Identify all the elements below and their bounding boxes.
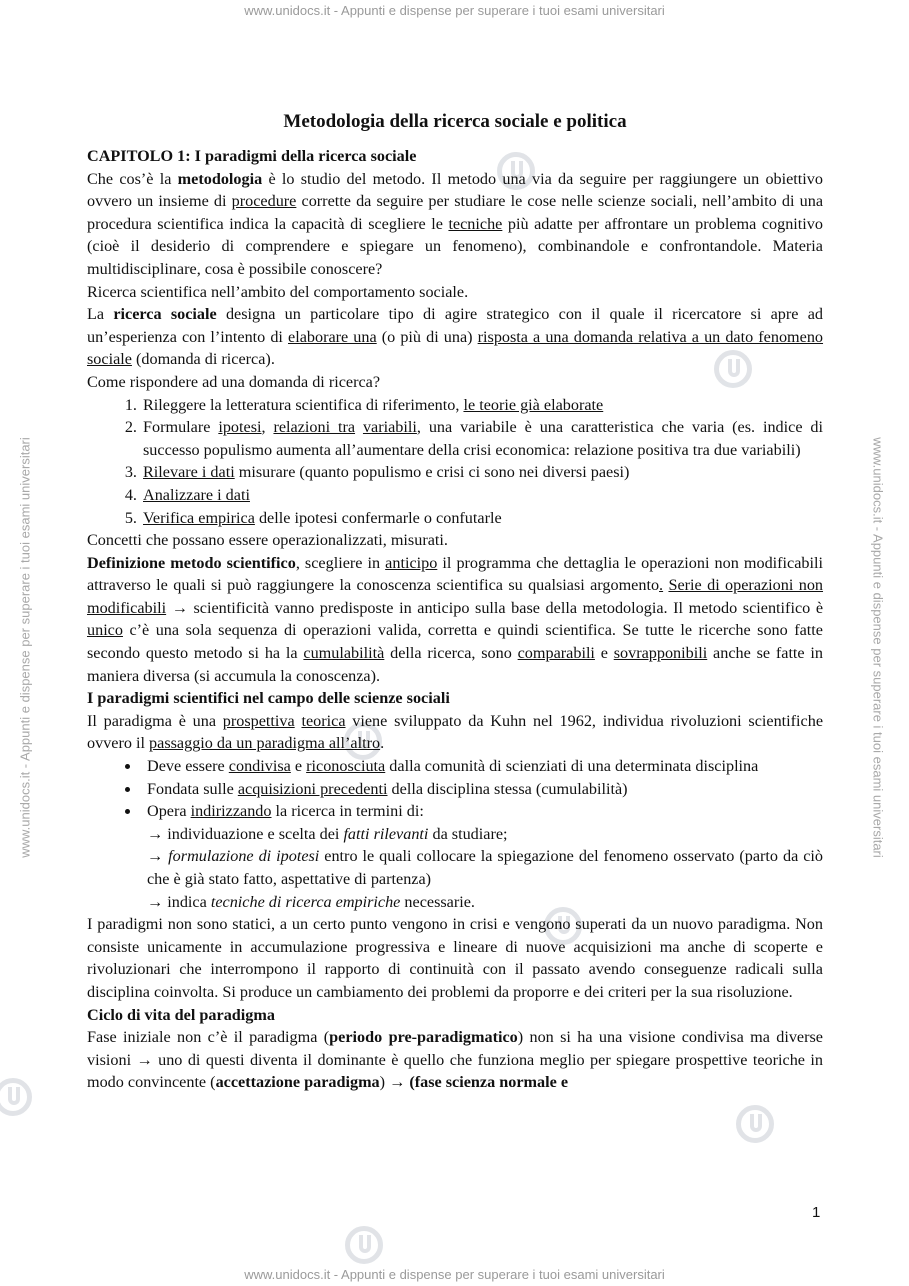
list-item: 2. Formulare ipotesi, relazioni tra variabili, una variabile è una caratteristica che varia (es. indice di successo populismo aumenta all’aumentare della crisi economica: relazione positiva tra due variabili) — [141, 416, 823, 461]
list-item: 1. Rileggere la letteratura scientifica di riferimento, le teorie già elaborate — [141, 394, 823, 417]
sub-item: → indica tecniche di ricerca empiriche necessarie. — [147, 892, 475, 911]
chapter-heading: CAPITOLO 1: I paradigmi della ricerca sociale — [87, 147, 417, 165]
unidocs-logo-icon — [736, 1105, 774, 1143]
paradigm-bullets — [87, 755, 823, 913]
watermark-right: www.unidocs.it - Appunti e dispense per superare i tuoi esami universitari — [870, 437, 886, 858]
paragraph-domanda: Come rispondere ad una domanda di ricerca? — [87, 372, 381, 391]
watermark-left: www.unidocs.it - Appunti e dispense per superare i tuoi esami universitari — [17, 437, 33, 858]
page-number: 1 — [812, 1204, 821, 1221]
paragraph-ricerca-sociale: La ricerca sociale designa un particolare tipo di agire strategico con il quale il ricercatore si apre ad un’esperienza con l’intento di elaborare una (o più di una) risposta a una domanda relativa a un dato fenomeno sociale (domanda di ricerca). — [87, 305, 824, 369]
paragraph-concetti: Concetti che possano essere operazionalizzati, misurati. — [87, 531, 448, 550]
paragraph-paradigma: Il paradigma è una prospettiva teorica viene sviluppato da Kuhn nel 1962, individua rivoluzioni scientifiche ovvero il passaggio da un paradigma all’altro. — [87, 711, 824, 753]
sub-item: → individuazione e scelta dei fatti rilevanti da studiare; — [147, 824, 508, 843]
list-item: • Fondata sulle acquisizioni precedenti della disciplina stessa (cumulabilità) — [141, 778, 823, 801]
section-heading-paradigmi: I paradigmi scientifici nel campo delle scienze sociali — [87, 689, 450, 708]
watermark-bottom: www.unidocs.it - Appunti e dispense per superare i tuoi esami universitari — [244, 1267, 665, 1282]
unidocs-logo-icon — [345, 1226, 383, 1264]
document-title: Metodologia della ricerca sociale e politica — [283, 111, 627, 132]
watermark-top: www.unidocs.it - Appunti e dispense per superare i tuoi esami universitari — [244, 3, 665, 18]
list-item: • Deve essere condivisa e riconosciuta dalla comunità di scienziati di una determinata disciplina — [141, 755, 823, 778]
paragraph-crisi-paradigmi: I paradigmi non sono statici, a un certo punto vengono in crisi e vengono superati da un nuovo paradigma. Non consiste unicamente in accumulazione progressiva e lineare di nuove acquisizioni ma anche di scoperte e rivoluzionari che interrompono il rapporto di continuità con il passato avendo conseguenze radicali sulla disciplina coinvolta. Si produce un cambiamento dei problemi da proporre e dei criteri per la sua risoluzione. — [87, 915, 823, 1001]
paragraph-ricerca-scientifica: Ricerca scientifica nell’ambito del comportamento sociale. — [87, 282, 469, 301]
list-item: 3. Rilevare i dati misurare (quanto populismo e crisi ci sono nei diversi paesi) — [141, 461, 823, 484]
paragraph-ciclo-vita: Fase iniziale non c’è il paradigma (periodo pre-paradigmatico) non si ha una visione condivisa ma diverse visioni → uno di questi diventa il dominante è quello che funziona meglio per spiegare prospettive teoriche in modo convincente (accettazione paradigma) → (fase scienza normale e — [87, 1028, 823, 1092]
unidocs-logo-icon — [0, 1078, 32, 1116]
list-item: 4. Analizzare i dati — [141, 484, 823, 507]
steps-list — [87, 394, 823, 530]
list-item: 5. Verifica empirica delle ipotesi confermarle o confutarle — [141, 507, 823, 530]
paragraph-metodo-scientifico: Definizione metodo scientifico, scegliere in anticipo il programma che dettaglia le operazioni non modificabili attraverso le quali si può raggiungere la conoscenza scientifica su qualsiasi argomento. Serie di operazioni non modificabili → scientificità vanno predisposte in anticipo sulla base della metodologia. Il metodo scientifico è unico c’è una sola sequenza di operazioni valida, corretta e quindi scientifica. Se tutte le ricerche sono fatte secondo questo metodo si ha la cumulabilità della ricerca, sono comparabili e sovrapponibili anche se fatte in maniera diversa (si accumula la conoscenza). — [87, 553, 824, 685]
section-heading-ciclo: Ciclo di vita del paradigma — [87, 1005, 275, 1024]
list-item: • Opera indirizzando la ricerca in termini di: → individuazione e scelta dei fatti rilevanti da studiare; → formulazione di ipotesi entro le quali collocare la spiegazione del fenomeno osservato (parto da ciò che è già stato fatto, aspettative di partenza) → indica tecniche di ricerca empiriche necessarie. — [141, 800, 823, 913]
sub-item: → formulazione di ipotesi entro le quali collocare la spiegazione del fenomeno osservato (parto da ciò che è già stato fatto, aspettative di partenza) — [147, 847, 824, 888]
document-body — [87, 108, 823, 1094]
paragraph-metodologia: Che cos’è la metodologia è lo studio del metodo. Il metodo una via da seguire per raggiungere un obiettivo ovvero un insieme di procedure corrette da seguire per studiare le cose nelle scienze sociali, nell’ambito di una procedura scientifica indica la capacità di scegliere le tecniche più adatte per affrontare un problema cognitivo (cioè il desiderio di comprendere e spiegare un fenomeno), combinandole e confrontandole. Materia multidisciplinare, cosa è possibile conoscere? — [87, 169, 824, 278]
